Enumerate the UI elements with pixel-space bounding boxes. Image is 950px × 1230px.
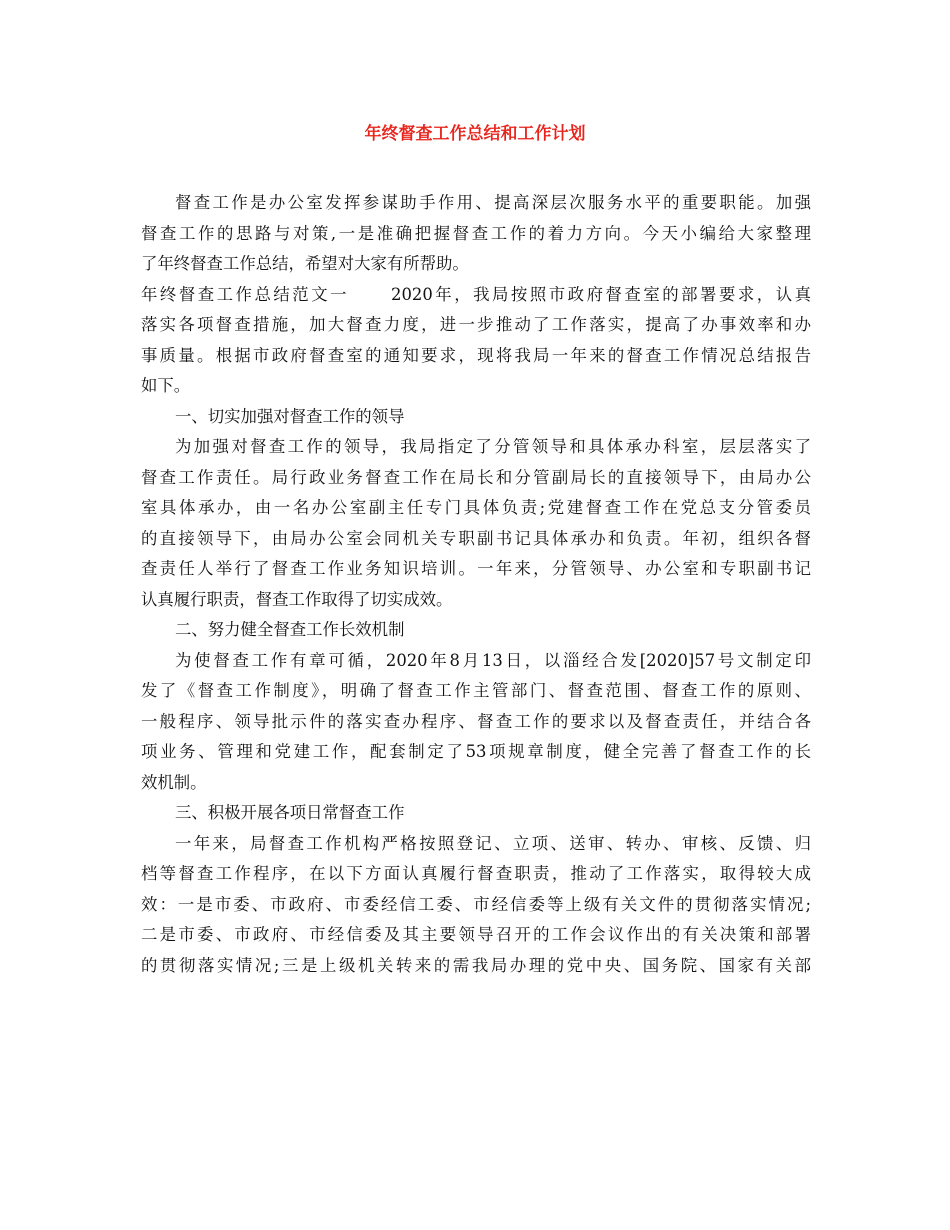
paragraph-line: 为使督查工作有章可循，2020年8月13日，以淄经合发[2020]57号文制定印 bbox=[175, 650, 811, 670]
paragraph-line: 的贯彻落实情况;三是上级机关转来的需我局办理的党中央、国务院、国家有关部 bbox=[141, 955, 811, 975]
section-heading: 一、切实加强对督查工作的领导 bbox=[175, 406, 405, 426]
section-heading: 二、努力健全督查工作长效机制 bbox=[175, 620, 405, 639]
paragraph-line: 二是市委、市政府、市经信委及其主要领导召开的工作会议作出的有关决策和部署 bbox=[141, 925, 811, 944]
paragraph-line: 查责任人举行了督查工作业务知识培训。一年来，分管领导、办公室和专职副书记 bbox=[141, 559, 811, 578]
paragraph-text: 2020年，我局按照市政府督查室的部署要求，认真 bbox=[391, 284, 812, 304]
paragraph-line: 效机制。 bbox=[141, 772, 207, 792]
paragraph-line: 发了《督查工作制度》，明确了督查工作主管部门、督查范围、督查工作的原则、 bbox=[141, 681, 811, 700]
paragraph-line: 项业务、管理和党建工作，配套制定了53项规章制度，健全完善了督查工作的长 bbox=[141, 742, 811, 761]
paragraph-line: 督查工作是办公室发挥参谋助手作用、提高深层次服务水平的重要职能。加强 bbox=[175, 193, 811, 212]
paragraph-line: 效：一是市委、市政府、市委经信工委、市经信委等上级有关文件的贯彻落实情况; bbox=[141, 894, 811, 914]
paragraph-line: 落实各项督查措施，加大督查力度，进一步推动了工作落实，提高了办事效率和办 bbox=[141, 315, 811, 334]
paragraph-line: 一般程序、领导批示件的落实查办程序、督查工作的要求以及督查责任，并结合各 bbox=[141, 711, 811, 731]
paragraph-line: 督查工作责任。局行政业务督查工作在局长和分管副局长的直接领导下，由局办公 bbox=[141, 467, 811, 487]
paragraph-line: 为加强对督查工作的领导，我局指定了分管领导和具体承办科室，层层落实了 bbox=[175, 437, 811, 456]
sample-heading: 年终督查工作总结范文一 bbox=[141, 284, 350, 304]
paragraph-line: 如下。 bbox=[141, 376, 191, 395]
paragraph-line: 认真履行职责，督查工作取得了切实成效。 bbox=[141, 589, 453, 609]
paragraph-line: 了年终督查工作总结，希望对大家有所帮助。 bbox=[141, 254, 469, 273]
paragraph-line: 事质量。根据市政府督查室的通知要求，现将我局一年来的督查工作情况总结报告 bbox=[141, 345, 811, 365]
paragraph-line bbox=[141, 280, 811, 311]
paragraph-line: 室具体承办，由一名办公室副主任专门具体负责;党建督查工作在党总支分管委员 bbox=[141, 498, 811, 517]
paragraph-line: 督查工作的思路与对策,一是准确把握督查工作的着力方向。今天小编给大家整理 bbox=[141, 223, 811, 243]
paragraph-line: 的直接领导下，由局办公室会同机关专职副书记具体承办和负责。年初，组织各督 bbox=[141, 528, 811, 548]
section-heading: 三、积极开展各项日常督查工作 bbox=[175, 803, 405, 822]
document-title: 年终督查工作总结和工作计划 bbox=[364, 124, 586, 144]
paragraph-line: 档等督查工作程序，在以下方面认真履行督查职责，推动了工作落实，取得较大成 bbox=[141, 864, 811, 883]
document-body bbox=[141, 188, 811, 981]
paragraph-line: 一年来，局督查工作机构严格按照登记、立项、送审、转办、审核、反馈、归 bbox=[175, 833, 811, 853]
